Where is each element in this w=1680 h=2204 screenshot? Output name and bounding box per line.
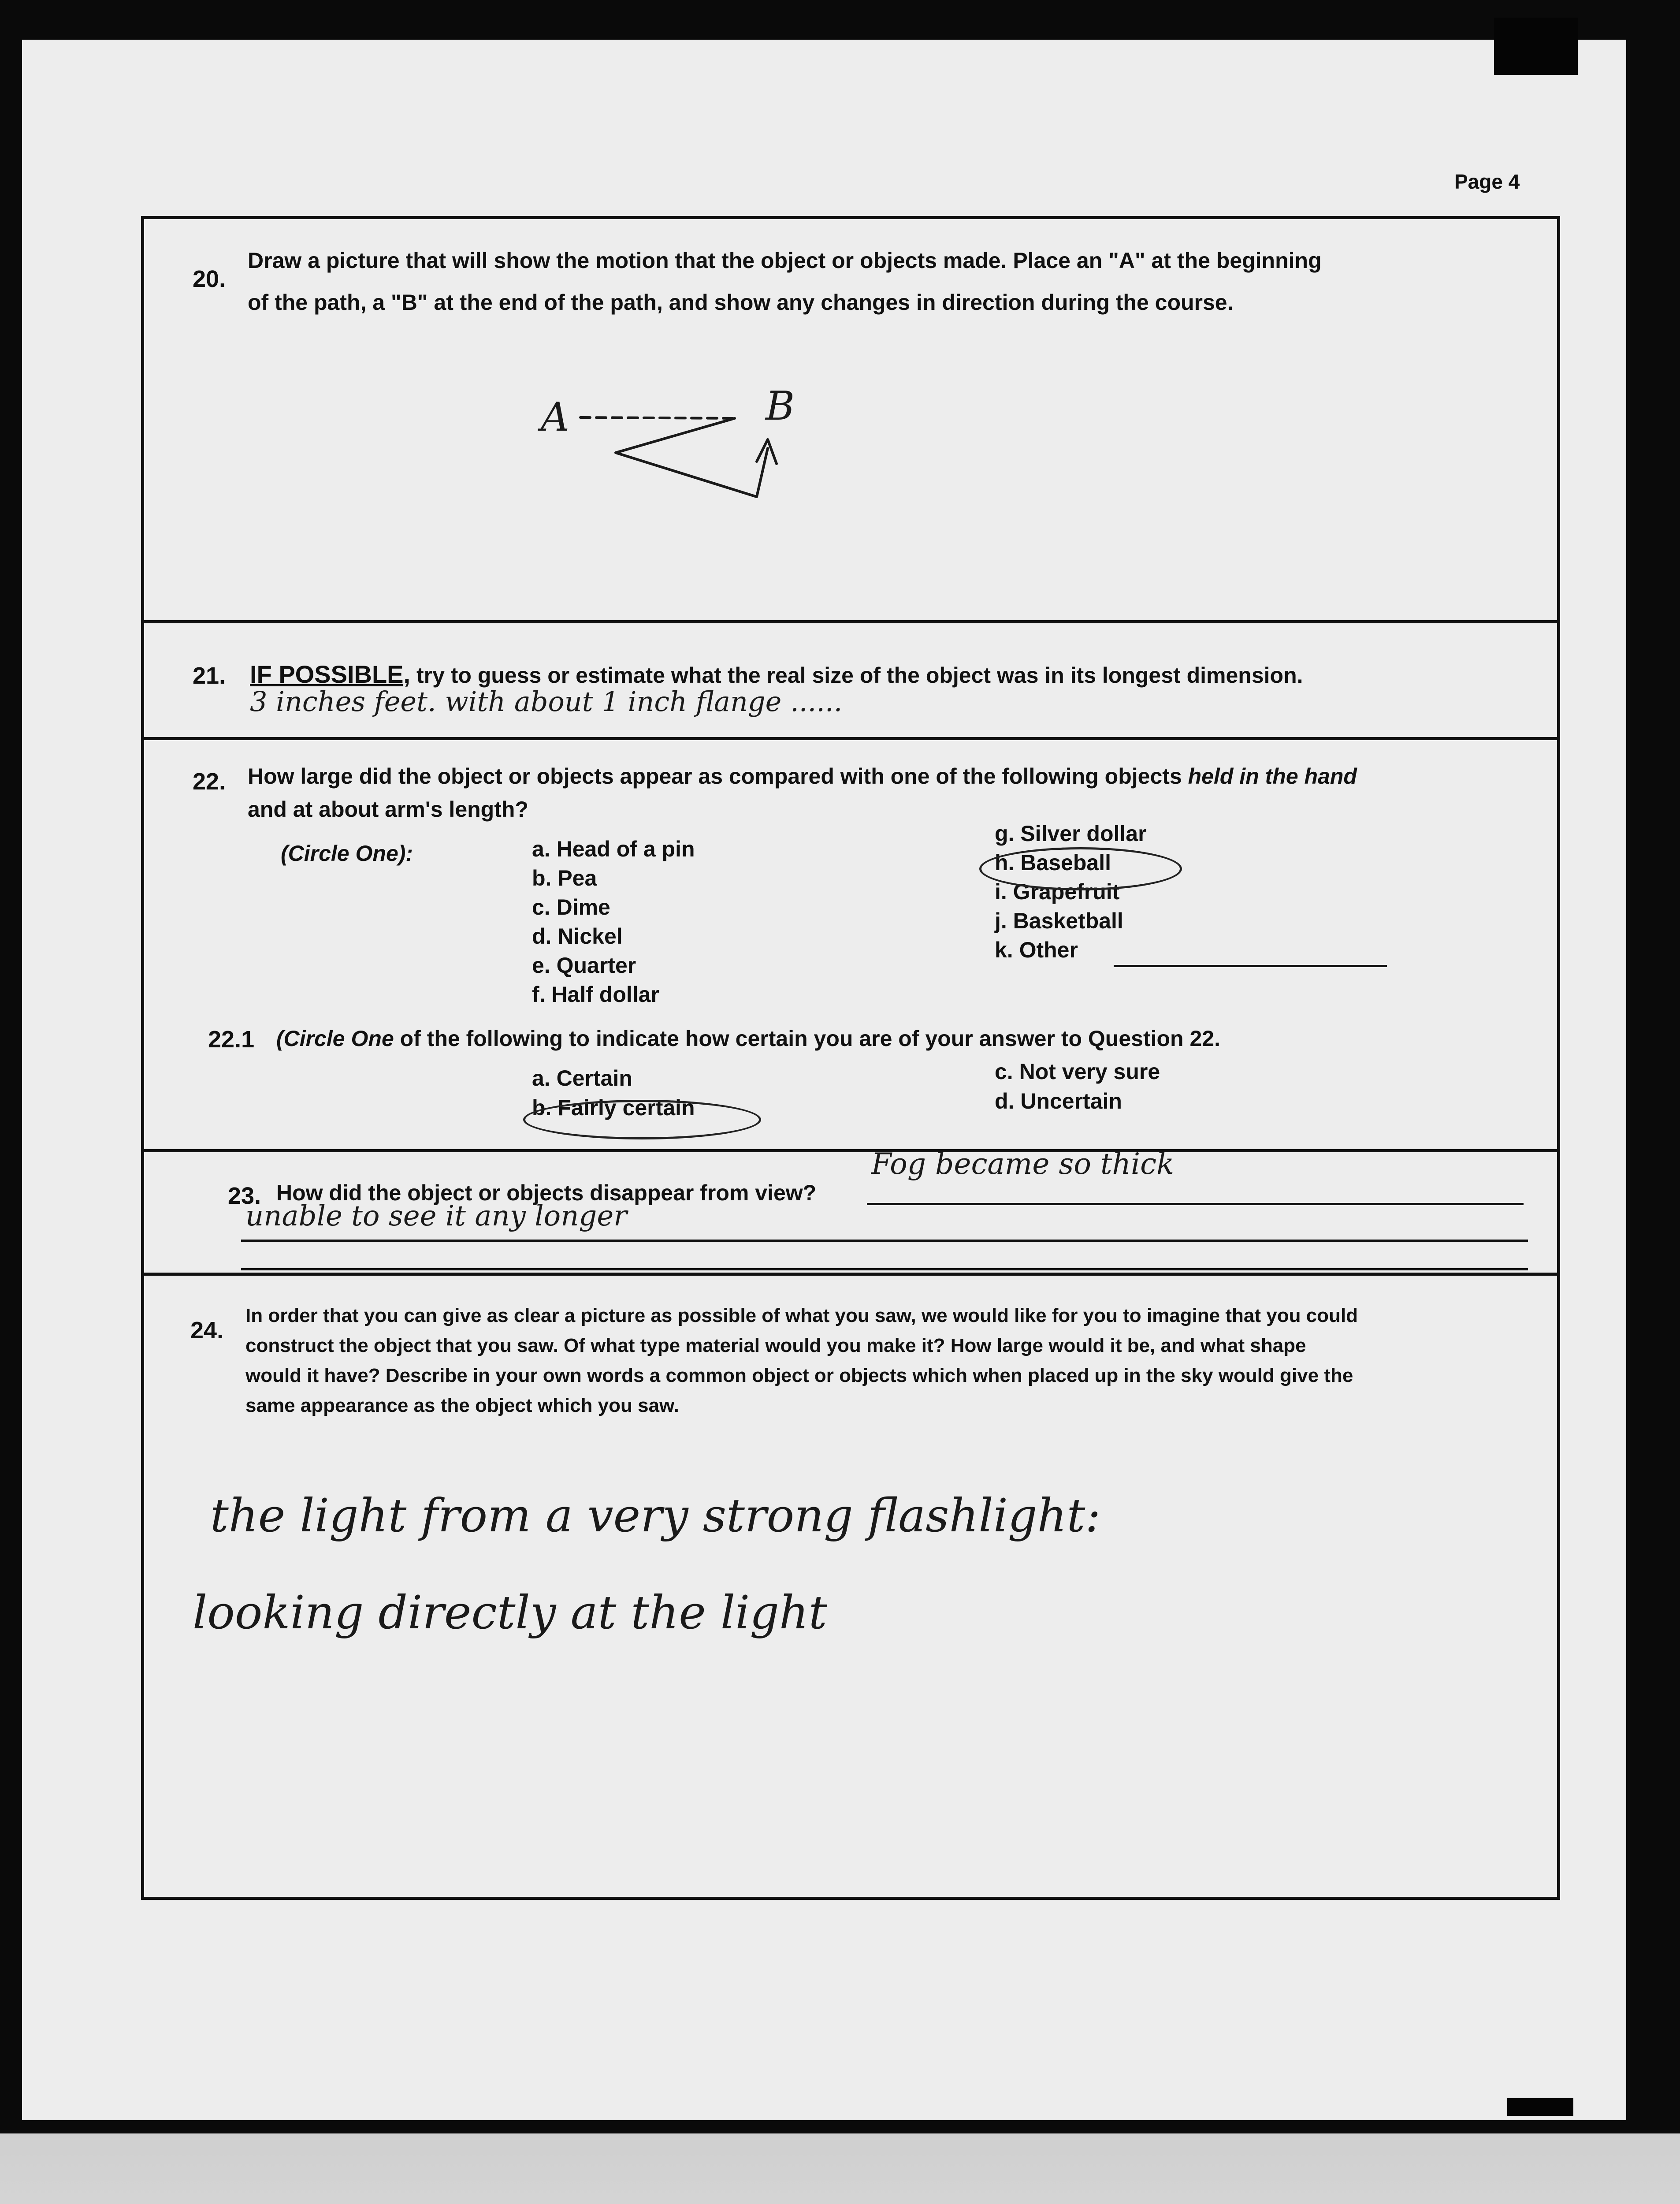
motion-path-sketch <box>528 369 1012 554</box>
q22-option: a. Head of a pin <box>532 837 695 861</box>
q20-number: 20. <box>193 266 226 292</box>
q21-number: 21. <box>193 663 226 689</box>
q22-1-option-selected: b. Fairly certain <box>532 1095 695 1120</box>
path-label-start: A <box>541 394 569 440</box>
q22-selection-circle <box>979 847 1182 890</box>
q24-number: 24. <box>190 1317 224 1344</box>
q22-text-line2: and at about arm's length? <box>248 797 528 822</box>
q23-answer-line3 <box>241 1268 1528 1270</box>
q22-question-italic: held in the hand <box>1188 764 1357 789</box>
q22-option: j. Basketball <box>995 908 1123 933</box>
q22-1-selection-circle <box>523 1100 761 1139</box>
divider-q22-q23 <box>144 1149 1557 1152</box>
q21-text <box>250 660 1303 689</box>
q23-answer-line2 <box>241 1240 1528 1242</box>
q22-question: How large did the object or objects appear as compared with one of the following objects <box>248 764 1188 789</box>
q22-option: b. Pea <box>532 866 597 890</box>
corner-mark-bottom <box>1507 2098 1573 2116</box>
q24-text-line4: same appearance as the object which you saw. <box>245 1395 679 1416</box>
q20-text-line2: of the path, a "B" at the end of the path, and show any changes in direction during the course. <box>248 290 1234 315</box>
q24-text-line3: would it have? Describe in your own words a common object or objects which when placed up in the sky would give the <box>245 1365 1353 1386</box>
q23-answer-line1 <box>867 1203 1524 1205</box>
q21-question: try to guess or estimate what the real size of the object was in its longest dimension. <box>410 663 1303 688</box>
scan-lower-area <box>0 2133 1680 2204</box>
divider-q20-q21 <box>144 620 1557 623</box>
q22-1-option: c. Not very sure <box>995 1059 1160 1084</box>
q22-option: d. Nickel <box>532 924 623 949</box>
questionnaire-form <box>141 216 1560 1900</box>
divider-q23-q24 <box>144 1273 1557 1276</box>
q22-1-instruction: (Circle One <box>276 1026 394 1051</box>
q22-text-line1 <box>248 763 1357 789</box>
q22-option: i. Grapefruit <box>995 879 1120 904</box>
q22-option: e. Quarter <box>532 953 636 978</box>
q22-other-answer-line <box>1114 965 1387 967</box>
path-segment-dashed <box>580 417 735 418</box>
path-label-end: B <box>766 383 795 429</box>
q24-text-line1: In order that you can give as clear a picture as possible of what you saw, we would like for you to imagine that you could <box>245 1305 1358 1326</box>
path-segment-loop <box>616 418 768 497</box>
q22-options-right <box>995 821 1147 963</box>
divider-q21-q22 <box>144 737 1557 740</box>
q22-1-options-right <box>995 1059 1160 1114</box>
q22-1-option: a. Certain <box>532 1066 632 1091</box>
q23-text: How did the object or objects disappear from view? <box>276 1180 817 1205</box>
q22-1-number: 22.1 <box>208 1026 255 1053</box>
q23-handwritten-line1: Fog became so thick <box>871 1147 1175 1181</box>
q24-handwritten-line2: looking directly at the light <box>193 1586 827 1639</box>
q23-handwritten-line2: unable to see it any longer <box>245 1200 627 1232</box>
q20-text-line1: Draw a picture that will show the motion that the object or objects made. Place an "A" at the beginning <box>248 248 1322 273</box>
q22-option: g. Silver dollar <box>995 821 1147 846</box>
q21-handwritten-answer: 3 inches feet. with about 1 inch flange ...... <box>250 685 843 718</box>
q22-option: c. Dime <box>532 895 610 920</box>
q22-option-selected: h. Baseball <box>995 850 1111 875</box>
q22-1-question: of the following to indicate how certain you are of your answer to Question 22. <box>394 1026 1220 1051</box>
page-number: Page 4 <box>1454 170 1520 193</box>
q21-emphasis: IF POSSIBLE, <box>250 660 411 688</box>
q22-instruction: (Circle One): <box>281 841 413 866</box>
corner-mark-top <box>1494 18 1578 75</box>
q22-1-option: d. Uncertain <box>995 1089 1122 1113</box>
q22-1-text <box>276 1026 1220 1052</box>
q22-options-left <box>532 836 695 1008</box>
q22-number: 22. <box>193 768 226 795</box>
q23-number: 23. <box>228 1183 261 1209</box>
q24-handwritten-line1: the light from a very strong flashlight: <box>210 1489 1101 1542</box>
q22-option: f. Half dollar <box>532 982 659 1007</box>
q24-text-line2: construct the object that you saw. Of what type material would you make it? How large would it be, and what shape <box>245 1335 1306 1356</box>
q22-option: k. Other <box>995 938 1078 962</box>
